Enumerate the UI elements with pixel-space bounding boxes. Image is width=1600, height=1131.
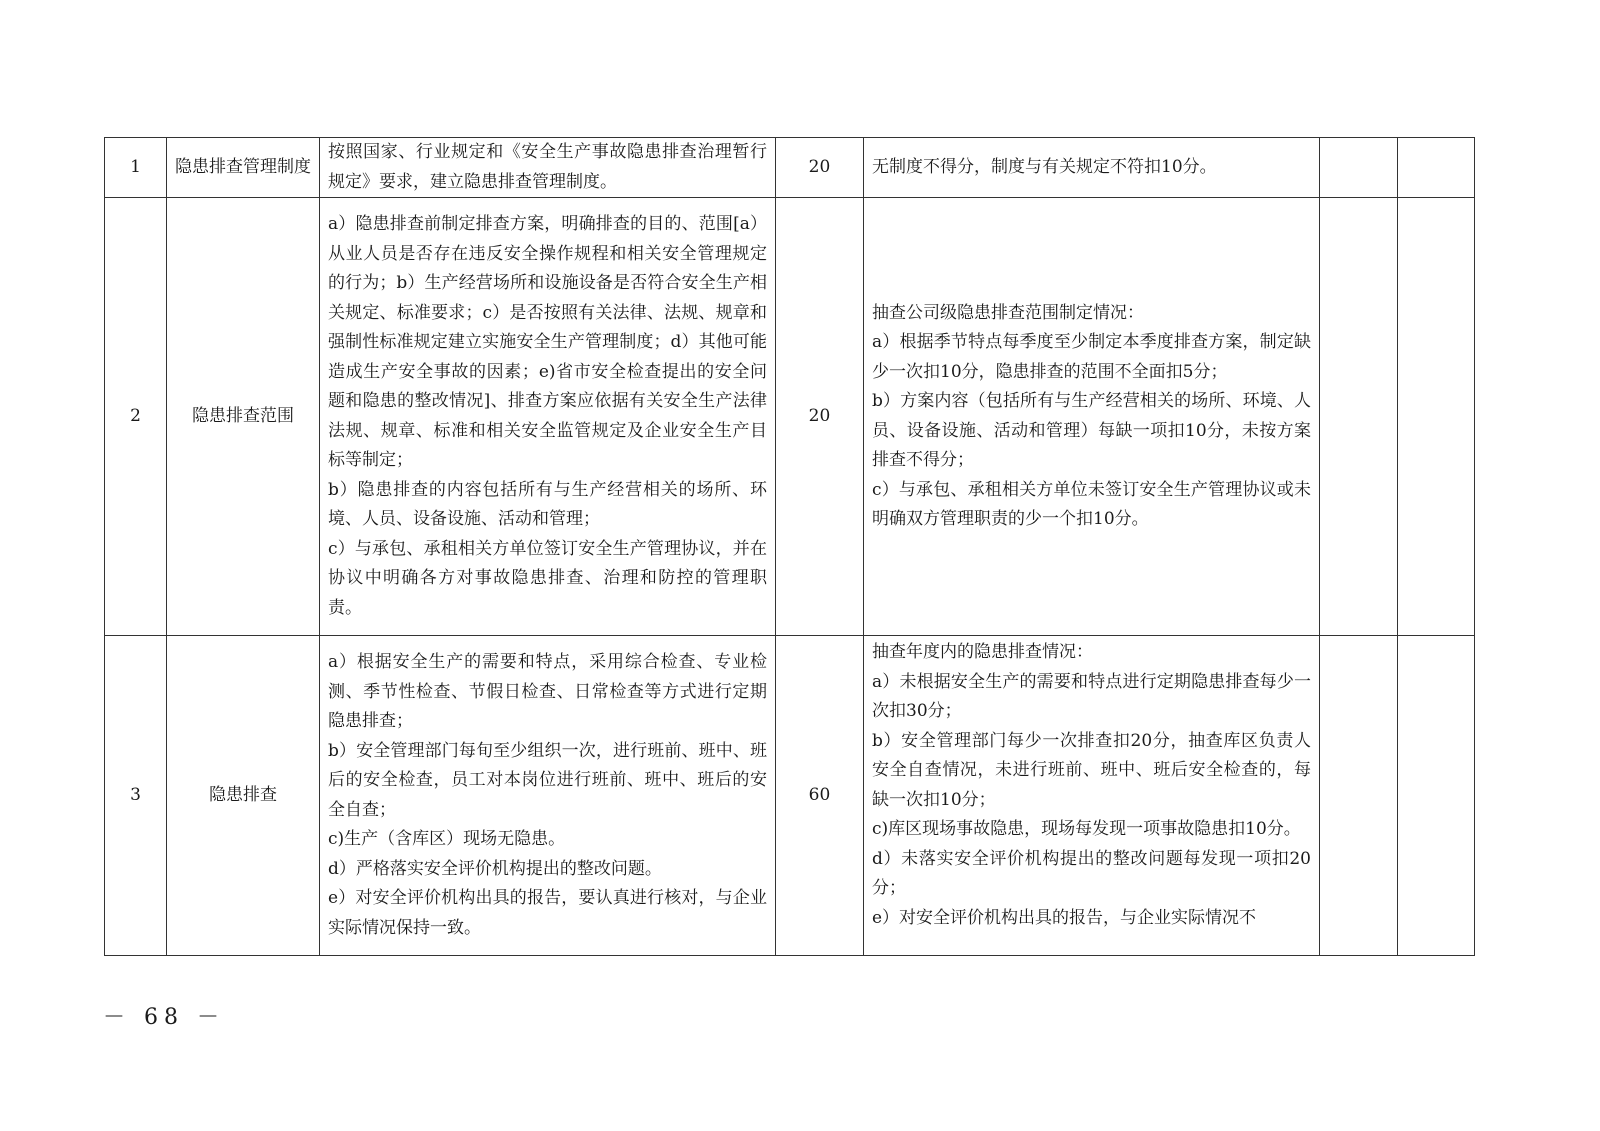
item-name: 隐患排查管理制度 — [167, 138, 320, 198]
requirement-cell — [320, 138, 776, 198]
row-number: 2 — [105, 198, 167, 636]
method-line: b）方案内容（包括所有与生产经营相关的场所、环境、人员、设备设施、活动和管理）每缺一项扣10分，未按方案排查不得分； — [872, 391, 1311, 470]
method-cell — [864, 198, 1320, 636]
method-line: b）安全管理部门每少一次排查扣20分，抽查库区负责人安全自查情况，未进行班前、班中、班后安全检查的，每缺一次扣10分； — [872, 730, 1311, 810]
requirement-line: a）根据安全生产的需要和特点，采用综合检查、专业检测、季节性检查、节假日检查、日常检查等方式进行定期隐患排查； — [328, 652, 767, 731]
item-name: 隐患排查 — [167, 636, 320, 956]
page-number: － 68 － — [103, 1005, 225, 1030]
row-number: 1 — [105, 138, 167, 198]
score-cell: 20 — [776, 198, 864, 636]
table-row — [105, 138, 1475, 198]
requirement-line: c)生产（含库区）现场无隐患。 — [328, 829, 566, 849]
table-row — [105, 198, 1475, 636]
method-line: e）对安全评价机构出具的报告，与企业实际情况不 — [872, 907, 1257, 928]
score-cell: 20 — [776, 138, 864, 198]
method-line: 抽查年度内的隐患排查情况： — [872, 642, 1093, 662]
method-line: 抽查公司级隐患排查范围制定情况： — [872, 302, 1144, 323]
empty-cell-6 — [1320, 138, 1398, 198]
empty-cell-7 — [1398, 198, 1475, 636]
requirement-line: c）与承包、承租相关方单位签订安全生产管理协议，并在协议中明确各方对事故隐患排查、治理和防控的管理职责。 — [328, 538, 767, 618]
requirement-line: b）隐患排查的内容包括所有与生产经营相关的场所、环境、人员、设备设施、活动和管理； — [328, 479, 767, 529]
method-line: c）与承包、承租相关方单位未签订安全生产管理协议或未明确双方管理职责的少一个扣10分。 — [872, 479, 1311, 529]
requirement-line: d）严格落实安全评价机构提出的整改问题。 — [328, 858, 662, 879]
empty-cell-7 — [1398, 138, 1475, 198]
method-cell — [864, 636, 1320, 956]
empty-cell-6 — [1320, 198, 1398, 636]
requirement-line: e）对安全评价机构出具的报告，要认真进行核对，与企业实际情况保持一致。 — [328, 888, 767, 938]
requirement-cell — [320, 636, 776, 956]
method-line: 无制度不得分，制度与有关规定不符扣10分。 — [872, 156, 1217, 177]
item-name: 隐患排查范围 — [167, 198, 320, 636]
row-number: 3 — [105, 636, 167, 956]
table-row — [105, 636, 1475, 956]
empty-cell-6 — [1320, 636, 1398, 956]
method-line: d）未落实安全评价机构提出的整改问题每发现一项扣20分； — [872, 848, 1311, 898]
method-line: a）根据季节特点每季度至少制定本季度排查方案，制定缺少一次扣10分，隐患排查的范围不全面扣5分； — [872, 332, 1311, 382]
requirement-line: 按照国家、行业规定和《安全生产事故隐患排查治理暂行规定》要求，建立隐患排查管理制度。 — [328, 142, 767, 192]
assessment-table — [104, 137, 1475, 956]
method-clip — [872, 638, 1311, 954]
score-cell: 60 — [776, 636, 864, 956]
method-cell — [864, 138, 1320, 198]
requirement-line: a）隐患排查前制定排查方案，明确排查的目的、范围[a）从业人员是否存在违反安全操作规程和相关安全管理规定的行为；b）生产经营场所和设施设备是否符合安全生产相关规定、标准要求；c）是否按照有关法律、法规、规章和强制性标准规定建立实施安全生产管理制度；d）其他可能造成生产安全事故的因素；e)省市安全检查提出的安全问题和隐患的整改情况]、排查方案应依据有关安全生产法律法规、规章、标准和相关安全监管规定及企业安全生产目标等制定； — [328, 214, 767, 470]
requirement-line: b）安全管理部门每旬至少组织一次，进行班前、班中、班后的安全检查，员工对本岗位进行班前、班中、班后的安全自查； — [328, 740, 767, 820]
method-line: a）未根据安全生产的需要和特点进行定期隐患排查每少一次扣30分； — [872, 671, 1311, 721]
requirement-cell — [320, 198, 776, 636]
method-line: c)库区现场事故隐患，现场每发现一项事故隐患扣10分。 — [872, 819, 1301, 839]
empty-cell-7 — [1398, 636, 1475, 956]
